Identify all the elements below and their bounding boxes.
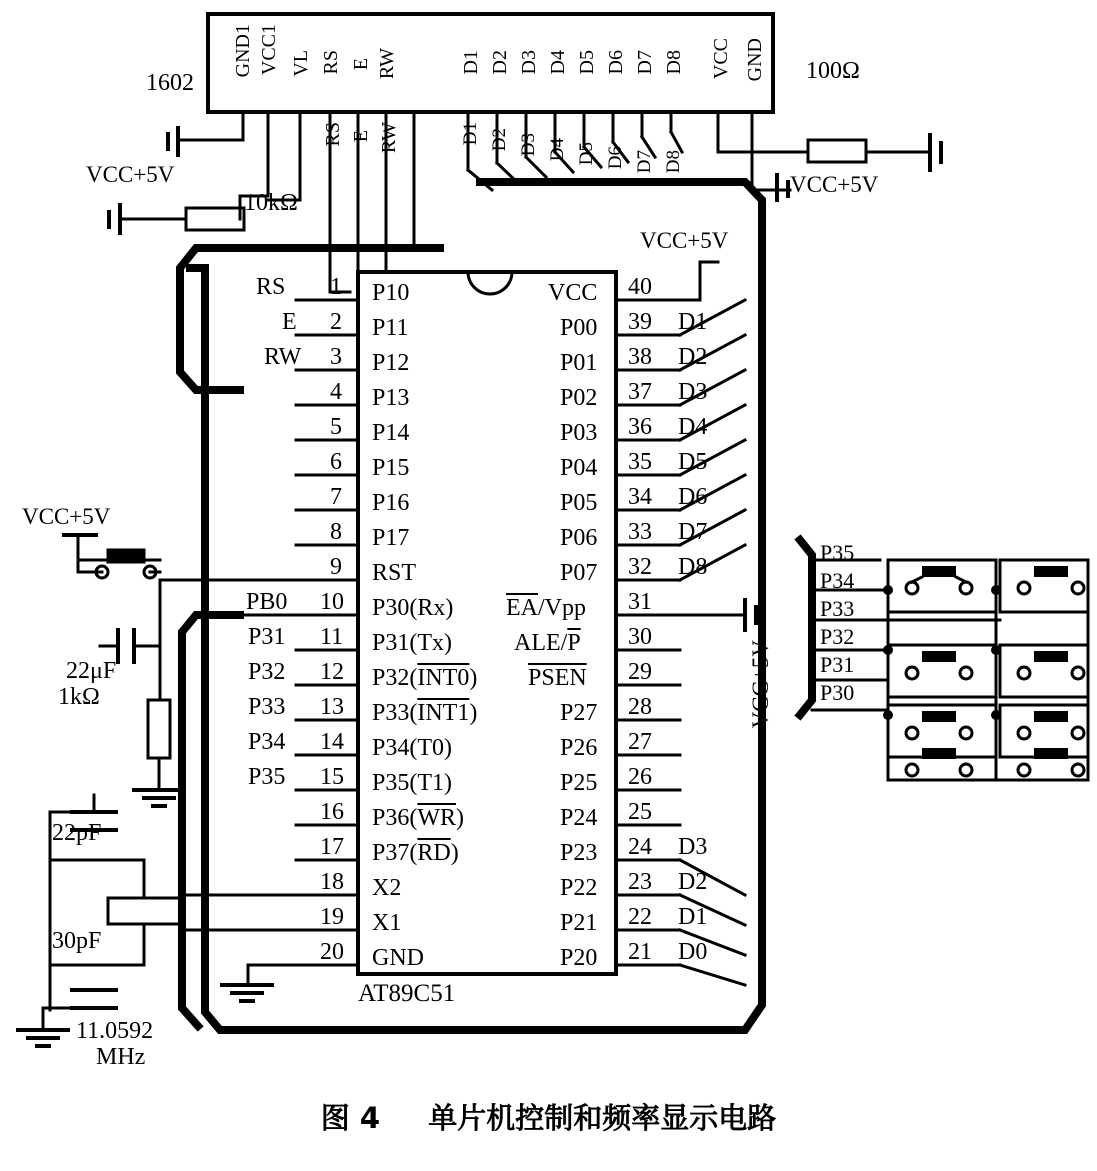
keypad-line-p35: P35 — [820, 540, 855, 565]
mcu-right-name-37: P02 — [560, 385, 598, 411]
mcu-right-name-34: P05 — [560, 490, 598, 516]
mcu-left-num-3: 3 — [330, 344, 342, 370]
crystal-unit-label: MHz — [96, 1044, 146, 1070]
mcu-left-net-12: P32 — [248, 659, 286, 685]
mcu-left-name-8: P17 — [372, 525, 410, 551]
net-label-rs-lcd: RS — [322, 122, 344, 147]
mcu-left-num-10: 10 — [320, 589, 344, 615]
mcu-right-net-24: D3 — [678, 834, 708, 860]
mcu-left-name-12-prefix: P32( — [372, 665, 418, 691]
mcu-left-name-20: GND — [372, 945, 424, 971]
lcd-pin-d4: D4 — [547, 50, 569, 75]
mcu-left-name-17-prefix: P37( — [372, 840, 418, 866]
mcu-left-num-6: 6 — [330, 449, 342, 475]
mcu-right-num-36: 36 — [628, 414, 652, 440]
keypad-line-p32: P32 — [820, 624, 855, 649]
mcu-left-name-16-suffix: ) — [456, 805, 465, 831]
mcu-right-name-38: P01 — [560, 350, 598, 376]
mcu-right-num-21: 21 — [628, 939, 652, 965]
mcu-left-name-16-wr: $\overline{WR}$ — [417, 805, 457, 831]
mcu-right-num-25: 25 — [628, 799, 652, 825]
mcu-right-name-31-ea: $\overline{EA}$ — [506, 595, 538, 621]
mcu-left-net-13: P33 — [248, 694, 286, 720]
mcu-left-name-13-int1: INT1 — [417, 700, 470, 726]
mcu-right-name-22: P21 — [560, 910, 598, 936]
mcu-left-num-4: 4 — [330, 379, 342, 405]
mcu-left-num-9: 9 — [330, 554, 342, 580]
mcu-right-num-30: 30 — [628, 624, 652, 650]
power-label-vertical: VCC+5V — [748, 640, 773, 729]
net-label-d6-lcd: D6 — [605, 146, 626, 170]
mcu-left-net-11: P31 — [248, 624, 286, 650]
mcu-left-name-10: P30(Rx) — [372, 595, 454, 621]
mcu-right-net-39: D1 — [678, 309, 708, 335]
mcu-right-net-23: D2 — [678, 869, 708, 895]
mcu-right-net-37: D3 — [678, 379, 708, 405]
lcd-ref-label: 1602 — [146, 70, 194, 96]
mcu-left-name-17-suffix: ) — [450, 840, 459, 866]
mcu-right-num-24: 24 — [628, 834, 652, 860]
mcu-left-num-15: 15 — [320, 764, 344, 790]
lcd-pin-vl: VL — [290, 50, 312, 77]
mcu-right-name-24: P23 — [560, 840, 598, 866]
mcu-left-name-15: P35(T1) — [372, 770, 452, 796]
mcu-right-net-21: D0 — [678, 939, 708, 965]
mcu-left-num-12: 12 — [320, 659, 344, 685]
mcu-left-net-14: P34 — [248, 729, 286, 755]
mcu-right-num-40: 40 — [628, 274, 652, 300]
keypad-line-p33: P33 — [820, 596, 855, 621]
power-label-reset: VCC+5V — [22, 504, 111, 529]
lcd-pin-d1: D1 — [460, 50, 482, 75]
lcd-pin-d6: D6 — [605, 50, 627, 75]
mcu-right-name-25: P24 — [560, 805, 598, 831]
mcu-right-num-35: 35 — [628, 449, 652, 475]
mcu-left-num-7: 7 — [330, 484, 342, 510]
net-label-d5-lcd: D5 — [576, 142, 597, 166]
cap-22uf-label: 22μF — [66, 658, 117, 684]
mcu-right-net-33: D7 — [678, 519, 708, 545]
mcu-left-name-14: P34(T0) — [372, 735, 452, 761]
mcu-right-num-38: 38 — [628, 344, 652, 370]
mcu-right-name-30-prefix: ALE/ — [514, 630, 568, 656]
mcu-right-num-26: 26 — [628, 764, 652, 790]
mcu-left-name-13-suffix: ) — [469, 700, 478, 726]
mcu-left-name-6: P15 — [372, 455, 410, 481]
mcu-left-num-2: 2 — [330, 309, 342, 335]
mcu-left-name-17-rd: $\overline{RD}$ — [417, 840, 451, 866]
power-label-top-right: VCC+5V — [790, 172, 879, 197]
mcu-left-net-3: RW — [264, 344, 302, 370]
mcu-right-name-36: P03 — [560, 420, 598, 446]
mcu-right-num-29: 29 — [628, 659, 652, 685]
mcu-right-num-27: 27 — [628, 729, 652, 755]
mcu-left-net-10: PB0 — [246, 589, 288, 615]
lcd-pin-e: E — [350, 58, 372, 71]
net-label-d3-lcd: D3 — [518, 133, 539, 157]
mcu-right-net-34: D6 — [678, 484, 708, 510]
crystal-value-label: 11.0592 — [76, 1018, 154, 1044]
mcu-left-num-5: 5 — [330, 414, 342, 440]
mcu-right-name-27: P26 — [560, 735, 598, 761]
mcu-right-num-23: 23 — [628, 869, 652, 895]
mcu-right-net-35: D5 — [678, 449, 708, 475]
mcu-right-name-35: P04 — [560, 455, 598, 481]
resistor-1k-label: 1kΩ — [58, 684, 100, 710]
mcu-right-name-23: P22 — [560, 875, 598, 901]
power-label-mcu-top: VCC+5V — [640, 228, 729, 253]
mcu-left-name-9: RST — [372, 560, 417, 586]
mcu-left-num-1: 1 — [330, 274, 342, 300]
mcu-left-num-13: 13 — [320, 694, 344, 720]
mcu-left-num-17: 17 — [320, 834, 344, 860]
lcd-pin-vcc1: VCC1 — [258, 24, 280, 76]
lcd-pin-vcc: VCC — [710, 38, 732, 80]
resistor-100ohm-label: 100Ω — [806, 58, 860, 84]
mcu-right-name-33: P06 — [560, 525, 598, 551]
mcu-left-num-11: 11 — [320, 624, 344, 650]
mcu-right-net-36: D4 — [678, 414, 708, 440]
mcu-right-net-22: D1 — [678, 904, 708, 930]
keypad-line-p34: P34 — [820, 568, 855, 593]
cap-30pf-label: 30pF — [52, 928, 102, 954]
mcu-left-name-11: P31(Tx) — [372, 630, 452, 656]
mcu-left-net-15: P35 — [248, 764, 286, 790]
mcu-left-num-8: 8 — [330, 519, 342, 545]
mcu-left-num-20: 20 — [320, 939, 344, 965]
lcd-pin-d3: D3 — [518, 50, 540, 75]
net-label-rw-lcd: RW — [378, 122, 400, 154]
keypad-line-p31: P31 — [820, 652, 855, 677]
mcu-right-name-31-suffix: /Vpp — [538, 595, 586, 621]
lcd-pin-d7: D7 — [634, 50, 656, 75]
net-label-d7-lcd: D7 — [634, 150, 655, 174]
net-label-d8-lcd: D8 — [663, 150, 684, 174]
mcu-right-name-39: P00 — [560, 315, 598, 341]
lcd-pin-rs: RS — [320, 50, 342, 75]
mcu-left-name-5: P14 — [372, 420, 410, 446]
mcu-right-name-21: P20 — [560, 945, 598, 971]
mcu-right-num-39: 39 — [628, 309, 652, 335]
lcd-pin-d2: D2 — [489, 50, 511, 75]
mcu-left-name-7: P16 — [372, 490, 410, 516]
mcu-right-num-22: 22 — [628, 904, 652, 930]
mcu-left-name-2: P11 — [372, 315, 409, 341]
mcu-right-name-29: PSEN — [528, 665, 587, 691]
mcu-right-net-32: D8 — [678, 554, 708, 580]
mcu-left-name-12-suffix: ) — [469, 665, 478, 691]
mcu-right-num-33: 33 — [628, 519, 652, 545]
mcu-left-num-18: 18 — [320, 869, 344, 895]
mcu-left-name-18: X2 — [372, 875, 402, 901]
mcu-part-label: AT89C51 — [358, 980, 456, 1007]
mcu-right-num-28: 28 — [628, 694, 652, 720]
figure-number: 图 4 — [320, 1101, 381, 1135]
lcd-pin-rw: RW — [376, 48, 398, 80]
figure-caption: 单片机控制和频率显示电路 — [428, 1101, 777, 1135]
cap-22pf-label: 22pF — [52, 820, 102, 846]
net-label-e-lcd: E — [350, 130, 372, 143]
power-label-top-left: VCC+5V — [86, 162, 175, 187]
mcu-right-name-30-p: $\overline{P}$ — [567, 630, 581, 656]
mcu-right-net-38: D2 — [678, 344, 708, 370]
mcu-left-name-12-int0: INT0 — [417, 665, 470, 691]
mcu-left-num-19: 19 — [320, 904, 344, 930]
mcu-right-name-32: P07 — [560, 560, 598, 586]
mcu-right-num-34: 34 — [628, 484, 652, 510]
mcu-left-name-13-prefix: P33( — [372, 700, 418, 726]
mcu-left-name-19: X1 — [372, 910, 402, 936]
mcu-left-net-2: E — [282, 309, 297, 335]
mcu-right-num-37: 37 — [628, 379, 652, 405]
keypad-line-p30: P30 — [820, 680, 855, 705]
mcu-left-num-14: 14 — [320, 729, 344, 755]
lcd-pin-gnd: GND — [744, 38, 766, 82]
resistor-10k-label: 10kΩ — [244, 190, 298, 216]
mcu-left-name-3: P12 — [372, 350, 410, 376]
lcd-pin-d5: D5 — [576, 50, 598, 75]
lcd-pin-gnd1: GND1 — [232, 24, 254, 78]
mcu-left-name-16-prefix: P36( — [372, 805, 418, 831]
net-label-d2-lcd: D2 — [489, 128, 510, 152]
mcu-left-num-16: 16 — [320, 799, 344, 825]
mcu-right-name-40: VCC — [548, 280, 598, 306]
net-label-d4-lcd: D4 — [547, 138, 568, 162]
mcu-right-num-32: 32 — [628, 554, 652, 580]
mcu-right-name-28: P27 — [560, 700, 598, 726]
mcu-left-name-1: P10 — [372, 280, 410, 306]
net-label-d1-lcd: D1 — [460, 122, 481, 146]
lcd-pin-d8: D8 — [663, 50, 685, 75]
mcu-left-name-4: P13 — [372, 385, 410, 411]
mcu-left-net-1: RS — [256, 274, 286, 300]
mcu-right-name-26: P25 — [560, 770, 598, 796]
mcu-right-num-31: 31 — [628, 589, 652, 615]
